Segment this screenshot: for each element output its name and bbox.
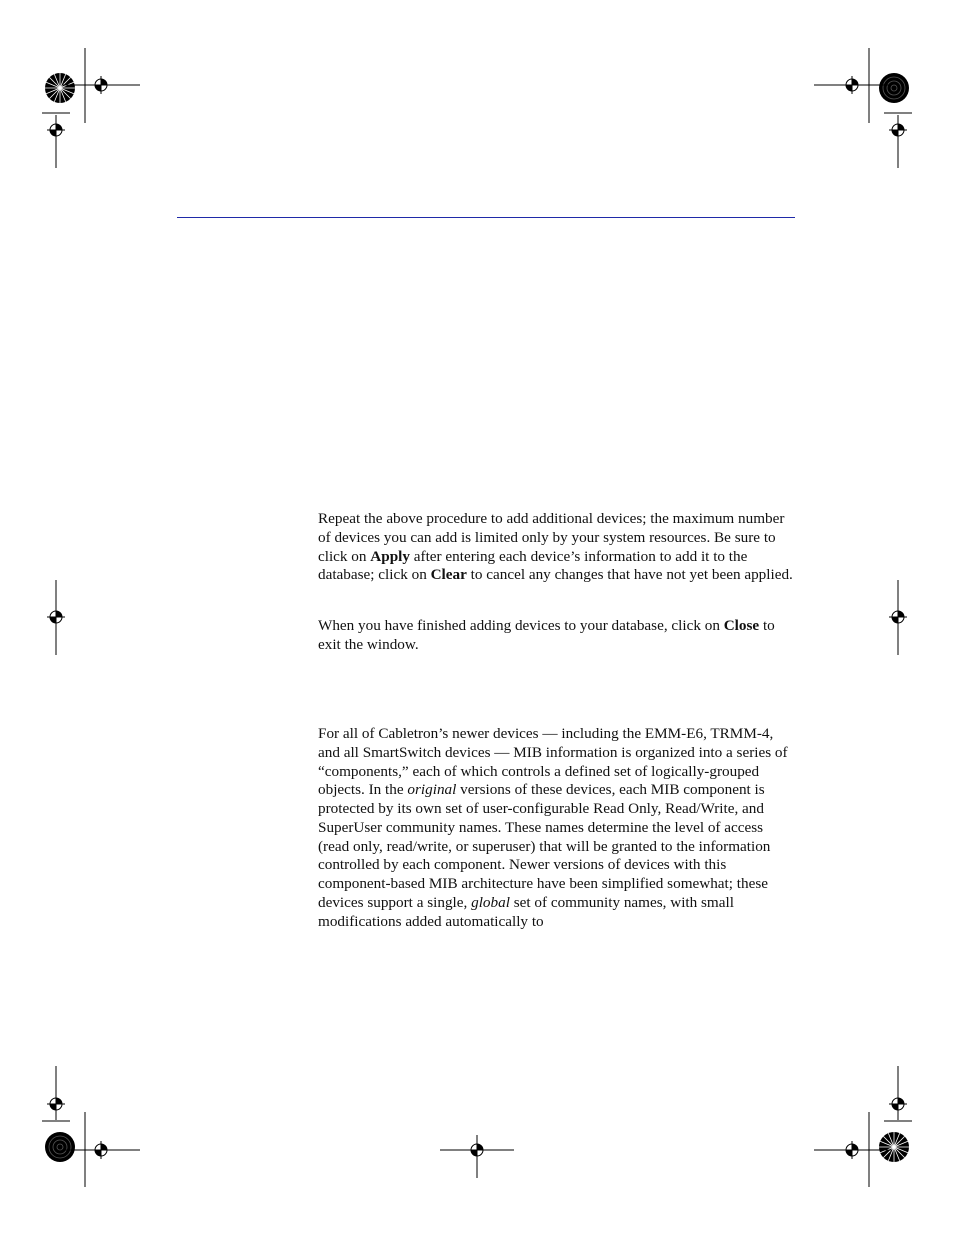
global-emphasis: global: [471, 893, 510, 911]
concentric-target-bottom-left-icon: [45, 1132, 75, 1162]
p2-text-b: to exit the window.: [318, 617, 775, 653]
starburst-top-left-icon: [45, 73, 75, 103]
p3-text-c: set of community names, with small modifications added automatically to: [318, 893, 734, 930]
original-emphasis: original: [407, 781, 457, 799]
p3-text-a: For all of Cabletron’s newer devices — including the EMM-E6, TRMM-4, and all SmartSwitch devices — MIB information is organized into a series of “components,” each of which controls a defined set of logically-grouped objects. In the: [318, 725, 788, 799]
p3-text-b: versions of these devices, each MIB component is protected by its own set of user-configurable Read Only, Read/Write, and SuperUser community names. These names determine the level of access (read only, read/write, or superuser) that will be granted to the information controlled by each component. Newer versions of devices with this component-based MIB architecture have been simplified somewhat; these devices support a single,: [318, 781, 771, 911]
concentric-target-top-right-icon: [879, 73, 909, 103]
starburst-bottom-right-icon: [879, 1132, 909, 1162]
p2-text-a: When you have finished adding devices to your database, click on: [318, 617, 724, 634]
p1-text-a: Repeat the above procedure to add additional devices; the maximum number of devices you can add is limited only by your system resources. Be sure to click on: [318, 510, 785, 565]
apply-keyword: Apply: [370, 547, 410, 565]
p1-text-c: to cancel any changes that have not yet been applied.: [466, 566, 793, 584]
close-keyword: Close: [723, 617, 760, 634]
p1-text-b: after entering each device’s information to add it to the database; click on: [318, 547, 748, 584]
clear-keyword: Clear: [430, 566, 467, 584]
